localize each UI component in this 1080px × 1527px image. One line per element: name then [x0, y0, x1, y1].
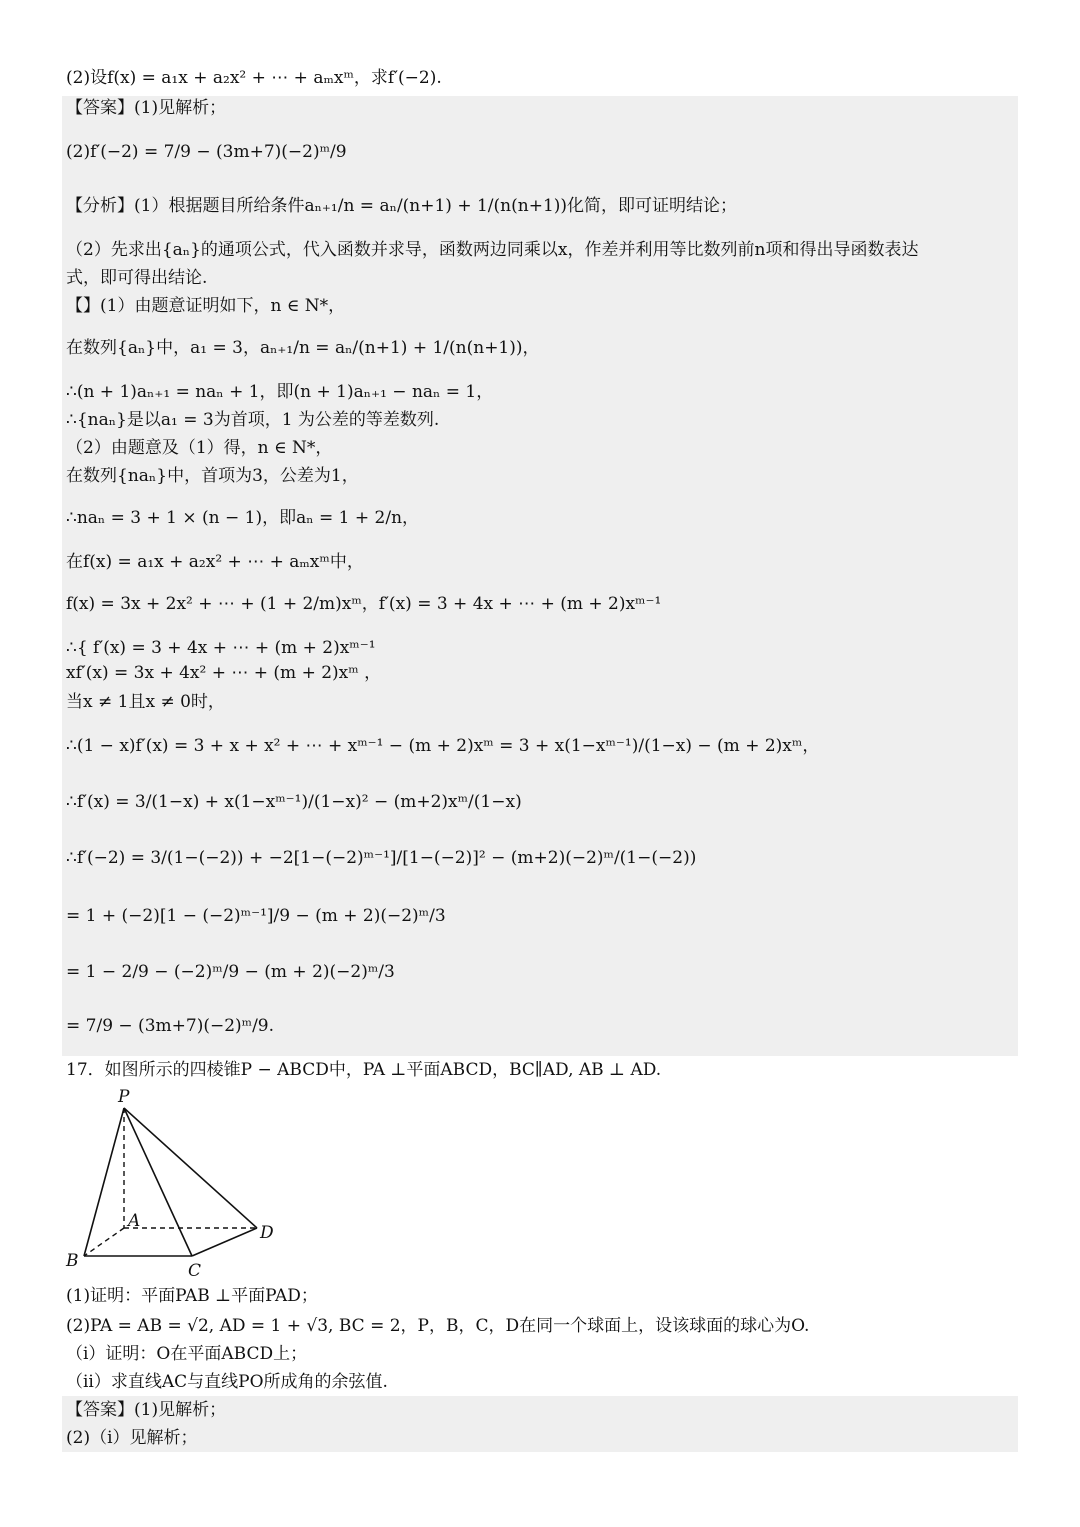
- answer-heading-17: 【答案】(1)见解析；: [66, 1400, 227, 1420]
- answer-part-2: (2)f′(−2) = 7/9 − (3m+7)(−2)ᵐ/9: [66, 142, 347, 162]
- analysis-part-1: 【分析】(1）根据题目所给条件aₙ₊₁/n = aₙ/(n+1) + 1/(n(n+1))化简，即可证明结论；: [66, 196, 738, 216]
- solution-step-15: = 1 − 2/9 − (−2)ᵐ/9 − (m + 2)(−2)ᵐ/3: [66, 962, 395, 982]
- solution-step-4: ∴{naₙ}是以a₁ = 3为首项，1 为公差的等差数列.: [66, 410, 440, 430]
- solution-step-13: ∴f′(−2) = 3/(1−(−2)) + −2[1−(−2)ᵐ⁻¹]/[1−(−2)]² − (m+2)(−2)ᵐ/(1−(−2)): [66, 848, 697, 868]
- answer-17-part-2-i: (2)（i）见解析；: [66, 1428, 198, 1448]
- solution-system-line-1: ∴{ f′(x) = 3 + 4x + ⋯ + (m + 2)xᵐ⁻¹: [66, 638, 376, 658]
- solution-step-2: 在数列{aₙ}中，a₁ = 3，aₙ₊₁/n = aₙ/(n+1) + 1/(n(n+1))，: [66, 338, 540, 358]
- question-17-part-1: (1)证明：平面PAB ⊥平面PAD；: [66, 1286, 318, 1306]
- edge-pb: [84, 1108, 124, 1256]
- vertex-label-d: D: [260, 1223, 274, 1243]
- vertex-label-b: B: [66, 1251, 79, 1271]
- solution-system-line-2: xf′(x) = 3x + 4x² + ⋯ + (m + 2)xᵐ ，: [66, 663, 382, 683]
- solution-step-10: 当x ≠ 1且x ≠ 0时，: [66, 692, 225, 712]
- edge-pc: [124, 1108, 192, 1256]
- solution-step-9: f(x) = 3x + 2x² + ⋯ + (1 + 2/m)xᵐ，f′(x) = 3 + 4x + ⋯ + (m + 2)xᵐ⁻¹: [66, 594, 662, 614]
- solution-step-16: = 7/9 − (3m+7)(−2)ᵐ/9.: [66, 1016, 275, 1036]
- question-17-part-2-i: （i）证明：O在平面ABCD上；: [66, 1344, 308, 1364]
- solution-step-6: 在数列{naₙ}中，首项为3，公差为1，: [66, 466, 359, 486]
- vertex-label-p: P: [118, 1087, 130, 1107]
- pyramid-figure: [62, 1080, 292, 1280]
- question-17-part-2: (2)PA = AB = √2, AD = 1 + √3, BC = 2，P，B，C，D在同一个球面上，设该球面的球心为O.: [66, 1316, 810, 1336]
- solution-step-1: 【】(1）由题意证明如下，n ∈ N*，: [66, 296, 346, 316]
- solution-step-11: ∴(1 − x)f′(x) = 3 + x + x² + ⋯ + xᵐ⁻¹ − (m + 2)xᵐ = 3 + x(1−xᵐ⁻¹)/(1−x) − (m + 2)xᵐ，: [66, 736, 820, 756]
- vertex-label-c: C: [188, 1261, 202, 1280]
- question-part-2: (2)设f(x) = a₁x + a₂x² + ⋯ + aₘxᵐ，求f′(−2).: [66, 68, 442, 88]
- solution-step-5: （2）由题意及（1）得，n ∈ N*，: [66, 438, 333, 458]
- vertex-label-a: A: [128, 1211, 141, 1231]
- solution-step-14: = 1 + (−2)[1 − (−2)ᵐ⁻¹]/9 − (m + 2)(−2)ᵐ/3: [66, 906, 446, 926]
- solution-step-3: ∴(n + 1)aₙ₊₁ = naₙ + 1，即(n + 1)aₙ₊₁ − naₙ = 1，: [66, 382, 494, 402]
- question-17-statement: 17．如图所示的四棱锥P − ABCD中，PA ⊥平面ABCD，BC∥AD, AB ⊥ AD.: [66, 1060, 662, 1080]
- answer-heading: 【答案】(1)见解析；: [66, 98, 227, 118]
- analysis-part-2: （2）先求出{aₙ}的通项公式，代入函数并求导，函数两边同乘以x，作差并利用等比数列前n项和得出导函数表达: [66, 240, 919, 260]
- solution-step-8: 在f(x) = a₁x + a₂x² + ⋯ + aₘxᵐ中，: [66, 552, 364, 572]
- solution-step-7: ∴naₙ = 3 + 1 × (n − 1)，即aₙ = 1 + 2/n，: [66, 508, 420, 528]
- edge-cd: [192, 1228, 257, 1256]
- solution-step-12: ∴f′(x) = 3/(1−x) + x(1−xᵐ⁻¹)/(1−x)² − (m+2)xᵐ/(1−x): [66, 792, 522, 812]
- edge-pd: [124, 1108, 257, 1228]
- question-17-part-2-ii: （ii）求直线AC与直线PO所成角的余弦值.: [66, 1372, 388, 1392]
- analysis-part-2-cont: 式，即可得出结论.: [66, 268, 208, 288]
